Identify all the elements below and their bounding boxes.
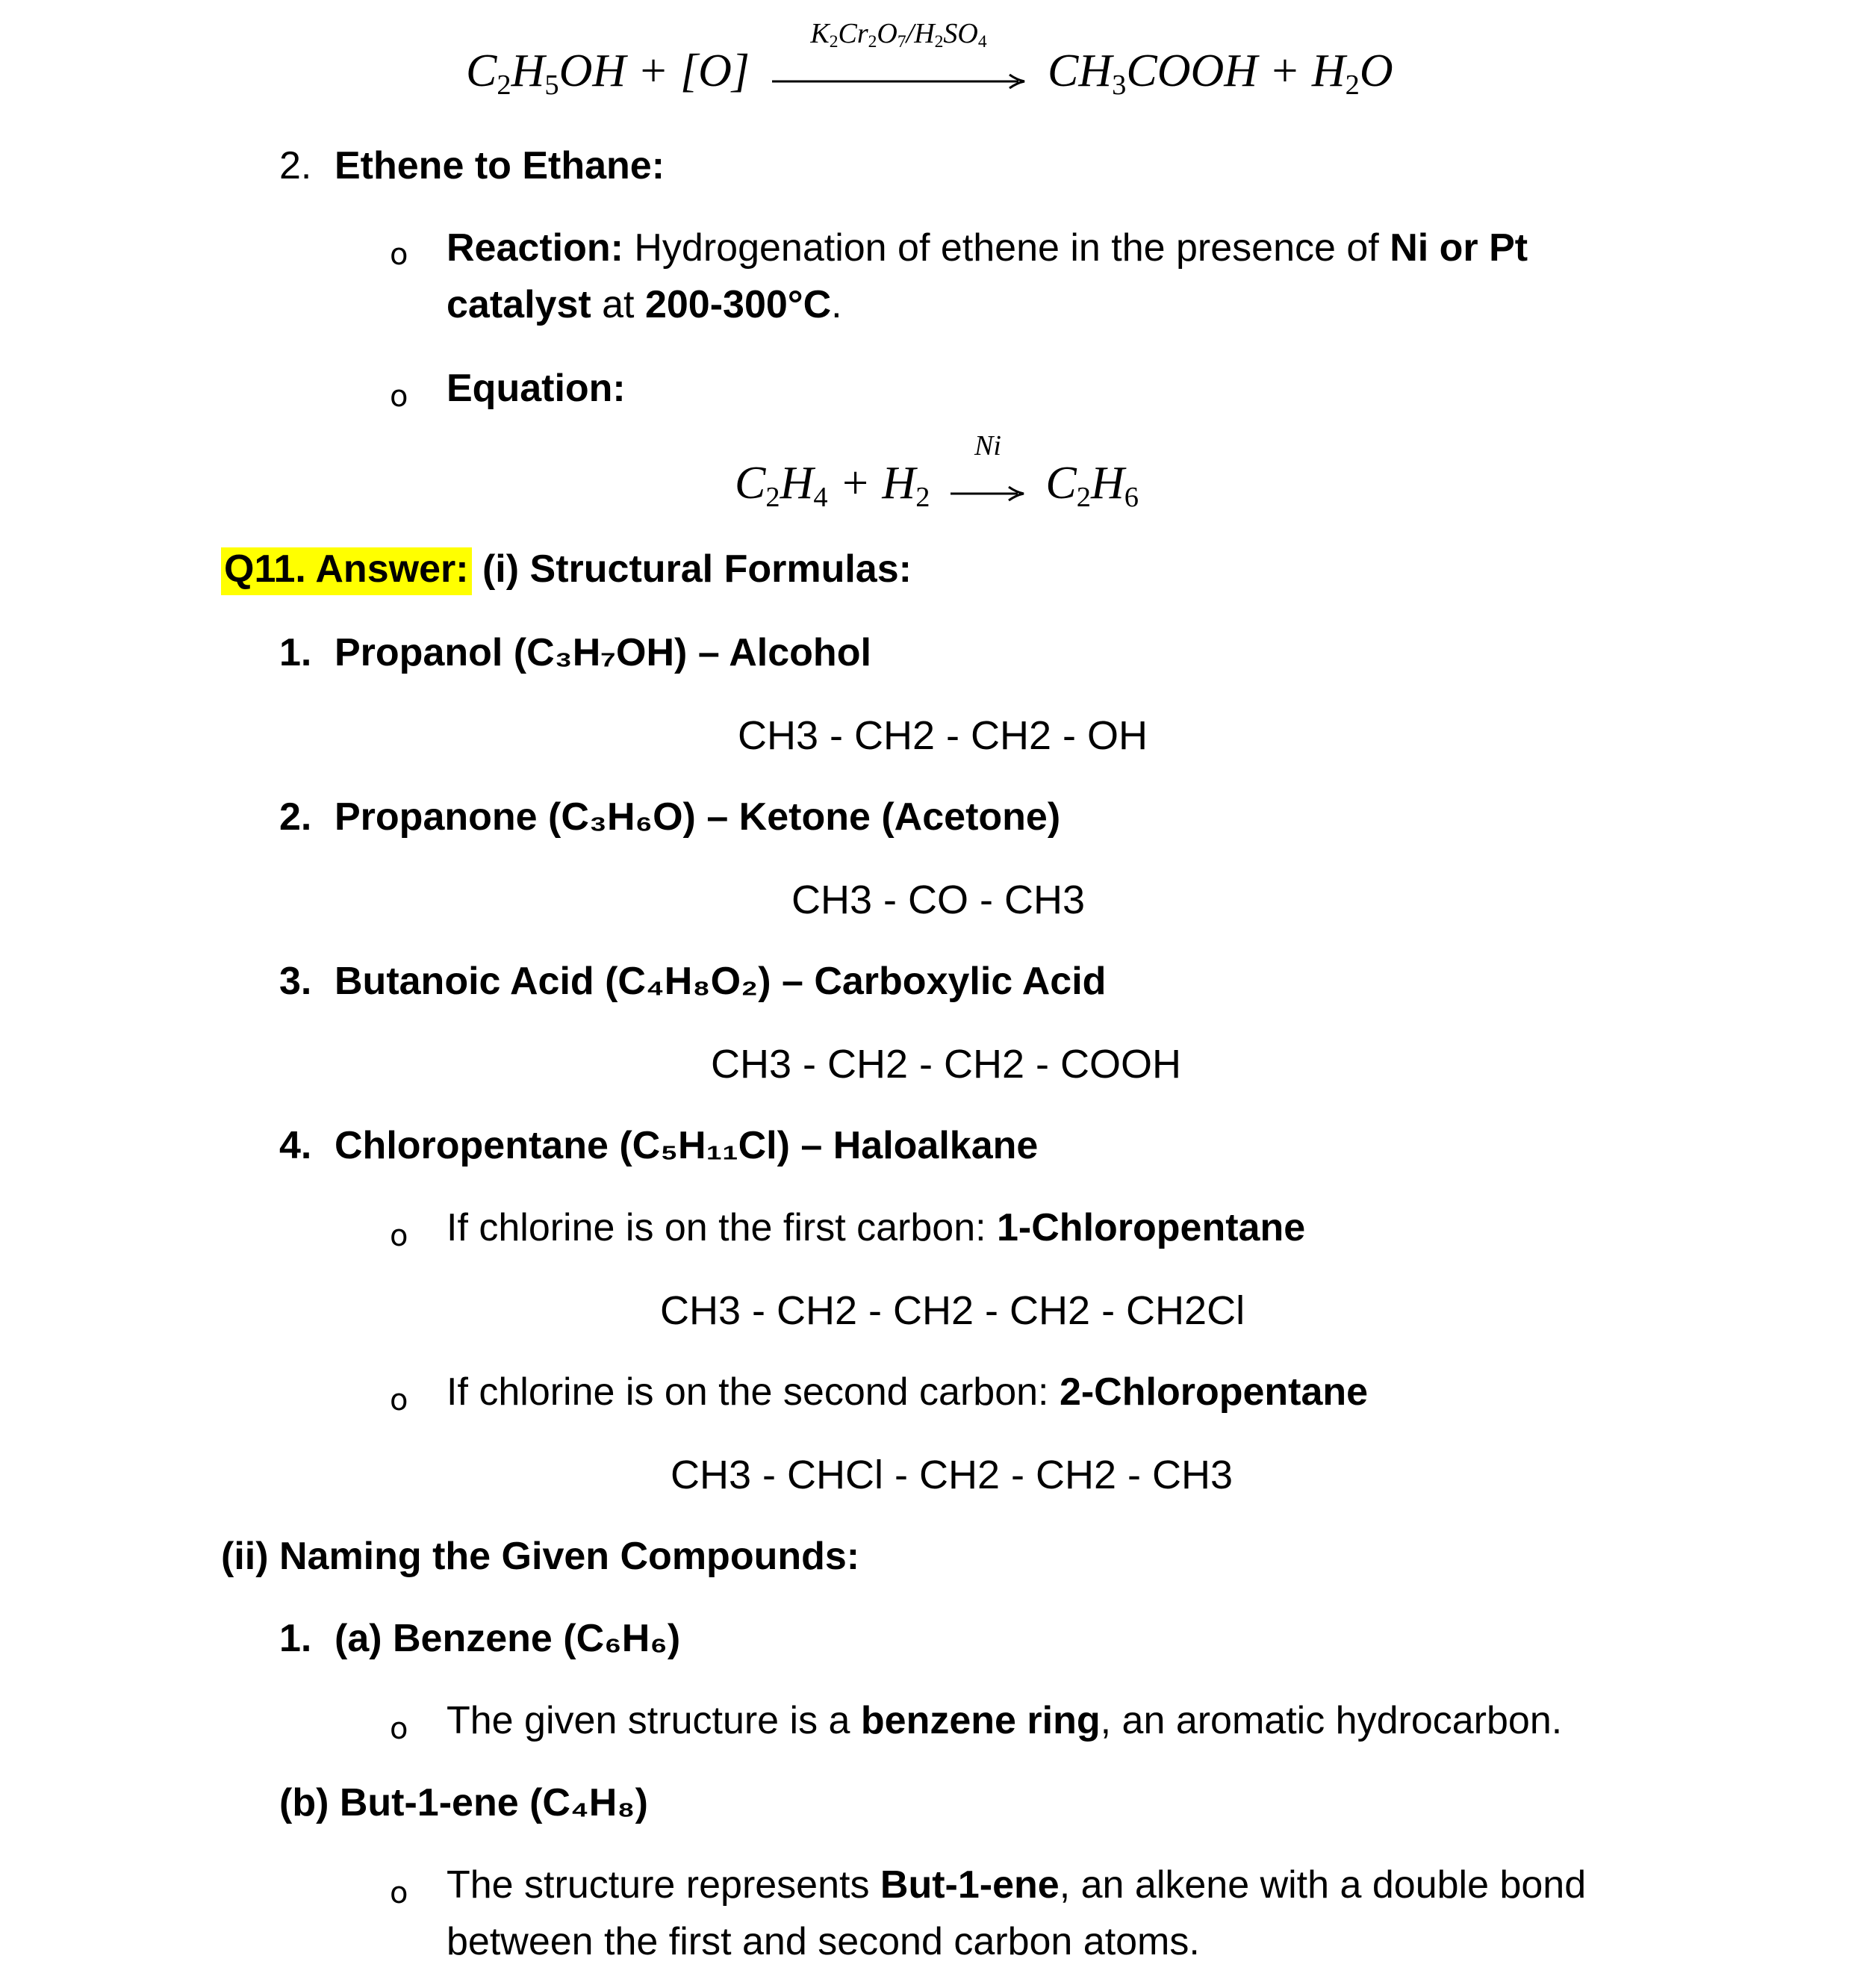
part-2a-text <box>447 1701 1562 1740</box>
equation-2-lhs: $C_2H_4 + H_2$ <box>735 458 930 513</box>
bullet-marker: o <box>390 1219 408 1253</box>
part-2b-desc: The structure represents <box>447 1863 880 1907</box>
q11-heading <box>221 547 912 591</box>
equation-2-arrow <box>951 429 1025 511</box>
reaction-arrow-icon <box>951 485 1025 503</box>
part-2a-heading: (a) Benzene (C₆H₆) <box>335 1617 681 1660</box>
reaction-line-2 <box>447 285 842 324</box>
chloro-2-formula: CH3 - CHCl - CH2 - CH2 - CH3 <box>671 1453 1234 1497</box>
chloro-2-name: 2-Chloropentane <box>1059 1370 1369 1414</box>
part-2-title: (ii) Naming the Given Compounds: <box>221 1535 860 1578</box>
reaction-text-2: at <box>591 283 645 326</box>
reaction-text-3: . <box>831 283 842 326</box>
chloro-2-desc: If chlorine is on the second carbon: <box>447 1370 1060 1414</box>
item-3-formula: CH3 - CH2 - CH2 - COOH <box>711 1042 1182 1087</box>
reaction-catalyst: Ni or Pt <box>1390 226 1528 270</box>
chloro-1-name: 1-Chloropentane <box>997 1206 1306 1249</box>
part-2a-number: 1. <box>279 1617 312 1660</box>
part-2b-text-line-1 <box>447 1863 1587 1907</box>
equation-label: Equation: <box>447 367 626 410</box>
equation-1-lhs: $C_2H_5OH + [O]$ <box>466 46 750 101</box>
reaction-line-1 <box>447 226 1528 270</box>
q11-title: (i) Structural Formulas: <box>471 547 912 591</box>
item-1-formula: CH3 - CH2 - CH2 - OH <box>738 713 1148 758</box>
q11-answer-label: Q11. Answer: <box>221 547 472 595</box>
item-1-number: 1. <box>279 631 312 674</box>
reaction-temperature: 200-300°C <box>644 283 832 326</box>
item-3-heading: Butanoic Acid (C₄H₈O₂) – Carboxylic Acid <box>335 960 1107 1003</box>
chloro-1-text <box>447 1208 1305 1247</box>
bullet-marker: o <box>390 1876 408 1910</box>
section-2-heading: Ethene to Ethane: <box>335 144 665 187</box>
equation-2 <box>735 429 1139 513</box>
bullet-marker: o <box>390 1712 408 1746</box>
part-2b-bold: But-1-ene <box>880 1863 1060 1907</box>
equation-1-arrow <box>772 17 1026 99</box>
part-2a-bold: benzene ring <box>860 1699 1101 1742</box>
chloro-1-formula: CH3 - CH2 - CH2 - CH2 - CH2Cl <box>660 1288 1245 1333</box>
chloro-2-text <box>447 1370 1369 1414</box>
part-2a-desc-2: , an aromatic hydrocarbon. <box>1100 1699 1563 1742</box>
equation-2-rhs: $C_2H_6$ <box>1045 458 1139 513</box>
section-2-number: 2. <box>279 144 312 187</box>
bullet-marker: o <box>390 237 408 272</box>
bullet-marker: o <box>390 1383 408 1417</box>
equation-1 <box>466 17 1393 101</box>
reaction-label: Reaction: <box>447 226 623 270</box>
item-3-number: 3. <box>279 960 312 1003</box>
bullet-marker: o <box>390 379 408 414</box>
item-2-formula: CH3 - CO - CH3 <box>791 877 1086 922</box>
item-2-number: 2. <box>279 795 312 839</box>
item-2-heading: Propanone (C₃H₆O) – Ketone (Acetone) <box>335 795 1061 839</box>
item-4-number: 4. <box>279 1124 312 1167</box>
part-2b-text-line-2: between the first and second carbon atoms. <box>447 1920 1200 1963</box>
reaction-arrow-icon <box>772 72 1026 90</box>
part-2b-heading: (b) But-1-ene (C₄H₈) <box>279 1781 648 1824</box>
item-4-heading: Chloropentane (C₅H₁₁Cl) – Haloalkane <box>335 1124 1039 1167</box>
chloro-1-desc: If chlorine is on the first carbon: <box>447 1206 998 1249</box>
item-1-heading: Propanol (C₃H₇OH) – Alcohol <box>335 631 871 674</box>
equation-2-condition: Ni <box>974 429 1001 462</box>
equation-1-rhs: $CH_3COOH + H_2O$ <box>1048 46 1393 101</box>
equation-1-condition: $K_2Cr_2O_7/H_2SO_4$ <box>810 17 987 52</box>
reaction-text-1: Hydrogenation of ethene in the presence of <box>623 226 1390 270</box>
reaction-catalyst-word: catalyst <box>447 283 591 326</box>
part-2b-desc-2: , an alkene with a double bond <box>1059 1863 1587 1907</box>
part-2a-desc: The given structure is a <box>447 1699 861 1742</box>
